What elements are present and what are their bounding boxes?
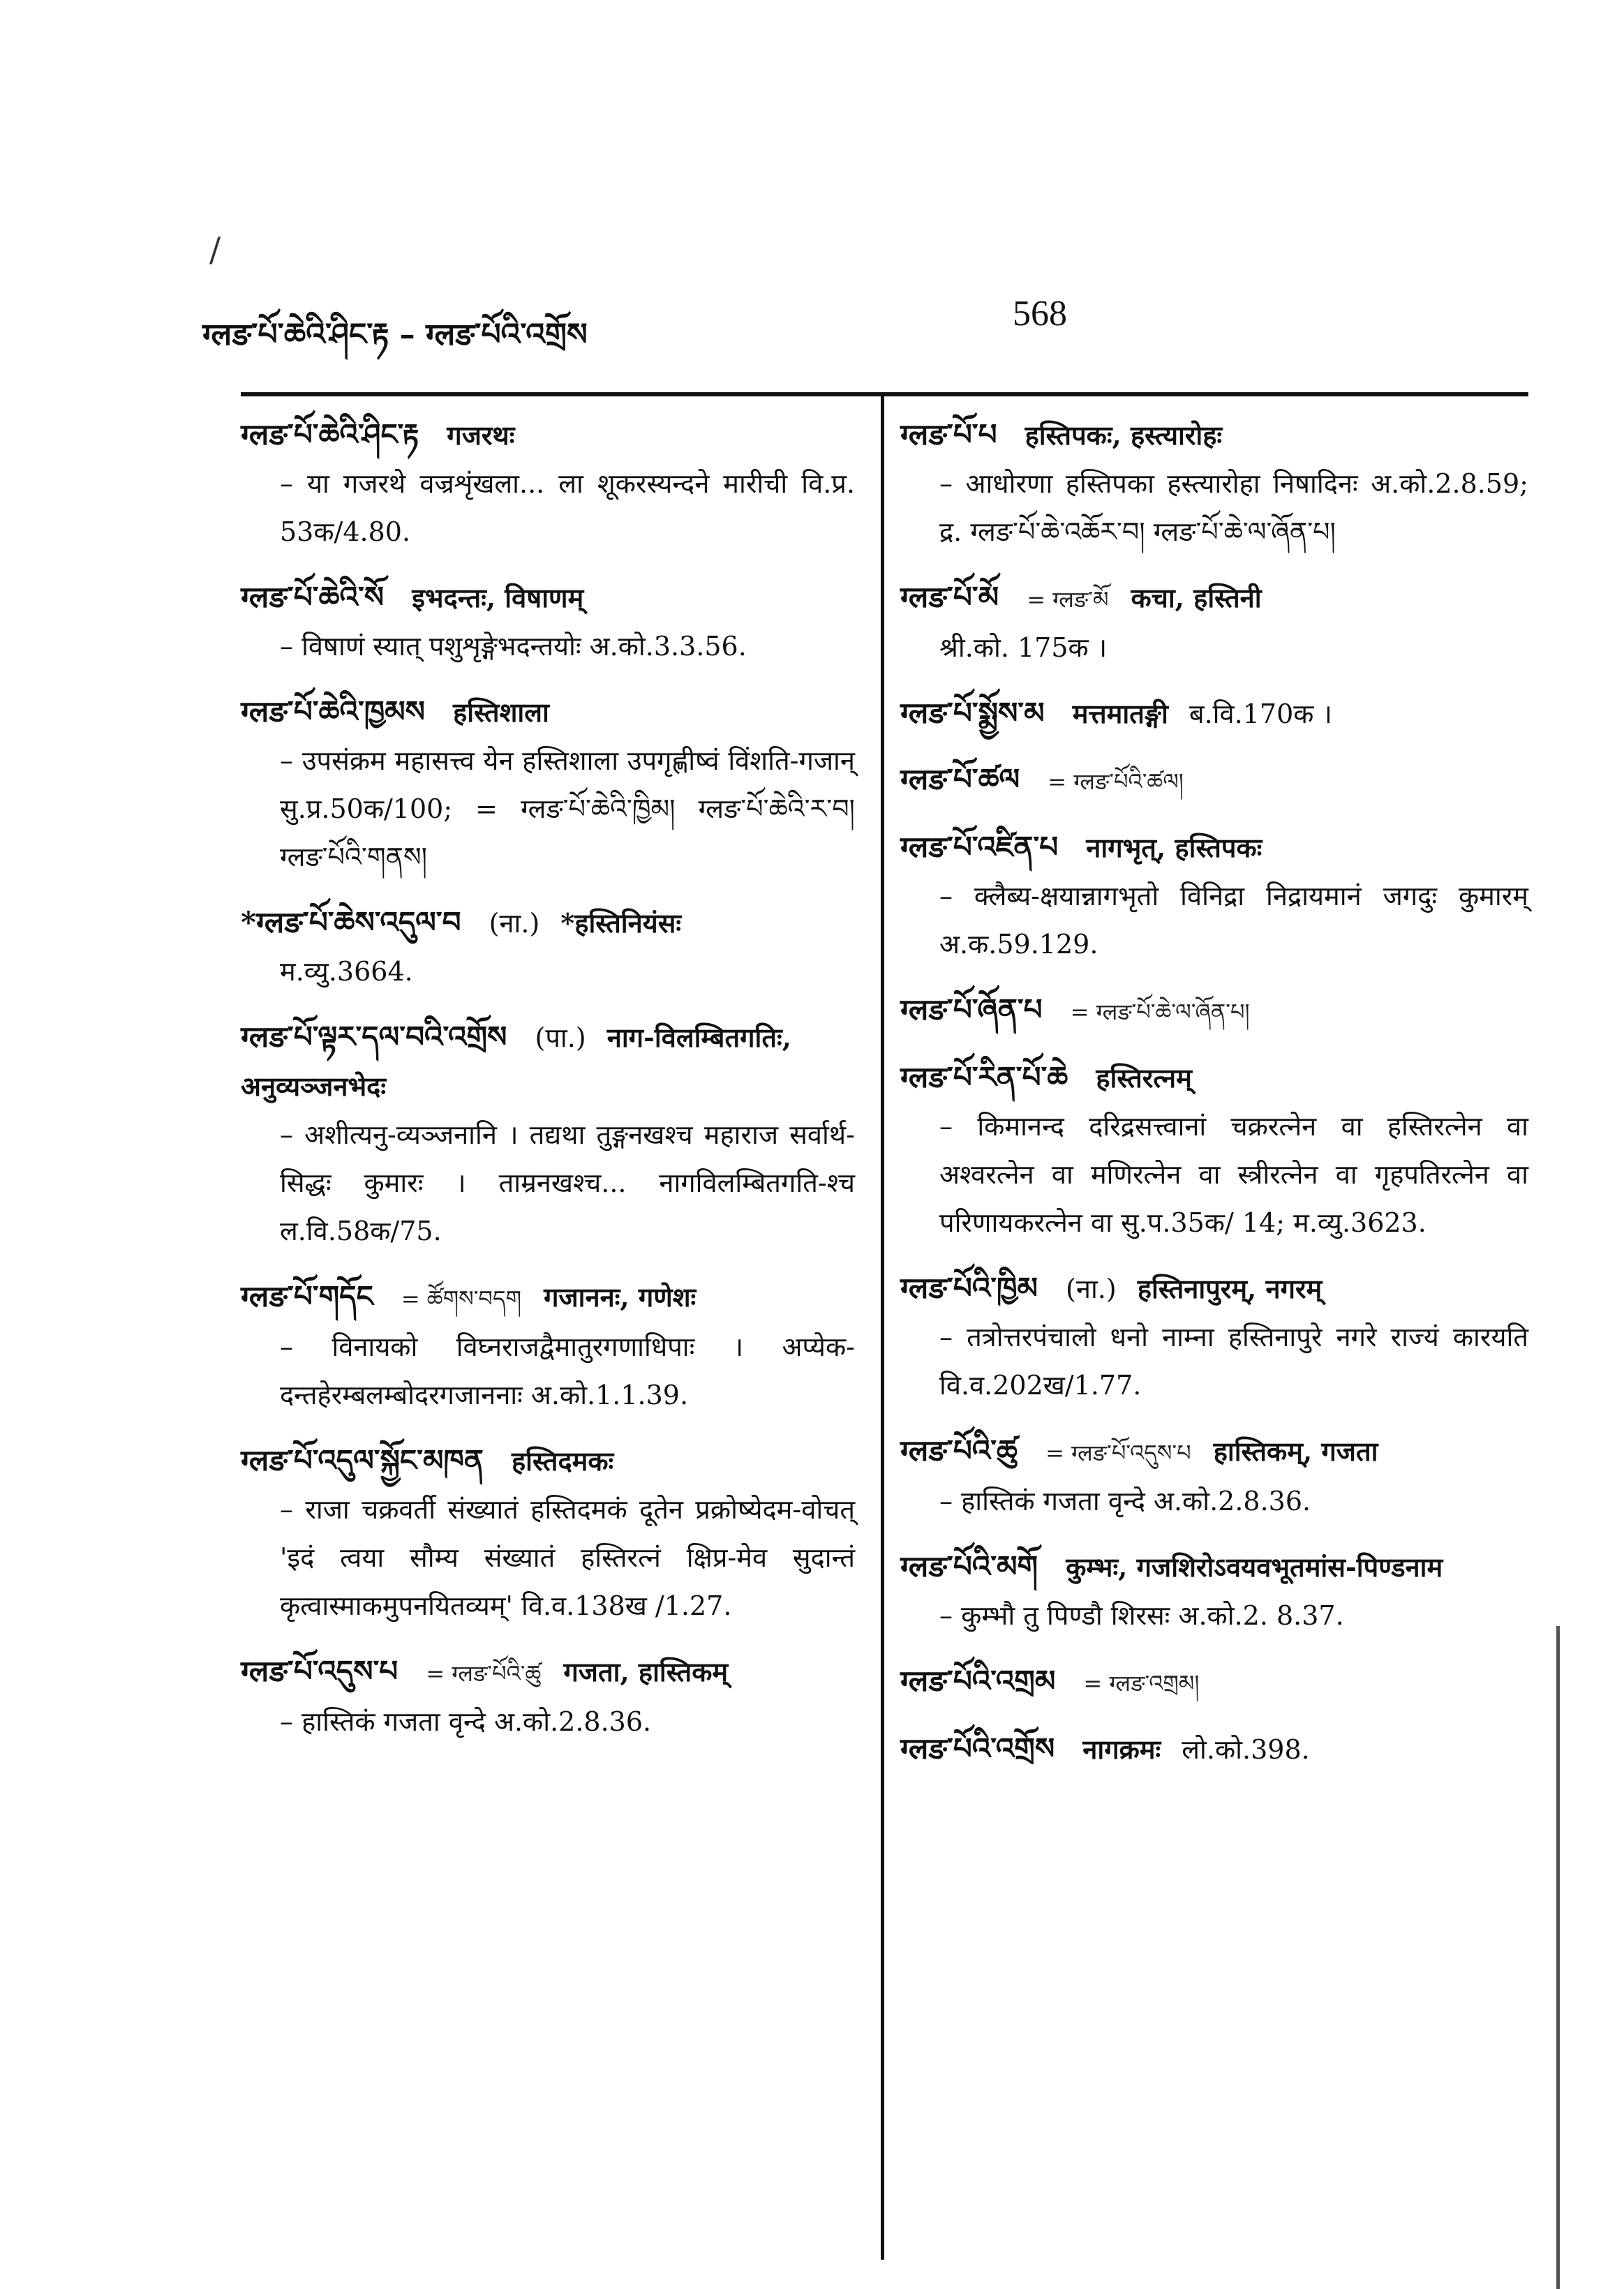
cross-reference: = ཚོགས་བདག [401, 1285, 521, 1312]
sanskrit-equivalent: इभदन्तः, विषाणम् [412, 582, 584, 613]
headword: ग्लङ་པོའི་ཁྱིམ [900, 1271, 1038, 1305]
entry [241, 1272, 855, 1419]
column-divider [881, 396, 884, 2260]
entry [900, 1724, 1528, 1774]
headword: ग्लङ་པོའི་འགྲམ [900, 1664, 1056, 1698]
sanskrit-equivalent: नाग-विलम्बितगतिः, अनुव्यञ्जनभेदः [241, 1022, 791, 1102]
entry [900, 823, 1528, 969]
entry-text: – विषाणं स्यात् पशुशृङ्गेभदन्तयोः अ.को.3.3.56. [280, 631, 747, 662]
headword: ग्लङ་པོ་མོ [900, 580, 999, 614]
headword: ग्लङ་པོའི་མགོ [900, 1549, 1038, 1583]
entry-text: लो.को.398. [1182, 1734, 1310, 1765]
entry-text: – हास्तिकं गजता वृन्दे अ.को.2.8.36. [939, 1486, 1311, 1516]
entry [900, 1426, 1528, 1526]
sanskrit-equivalent: नागभृत्, हस्तिपकः [1086, 832, 1262, 863]
cross-reference: = ग्लङ་པོ་འདུས་པ [1045, 1440, 1191, 1466]
running-head: ग्लङ་པོ་ཆེའི་ཤིང་རྟ – ग्लङ་པོའི་འགྲོས [202, 317, 588, 352]
entry [900, 1053, 1528, 1247]
cross-reference: = ग्लङ་མོ [1027, 586, 1109, 613]
entry-text: ब.वि.170क । [1189, 699, 1332, 729]
entry [241, 410, 855, 556]
header-rule [241, 392, 1528, 396]
sanskrit-equivalent: गजरथः [447, 419, 515, 451]
entry [241, 1647, 855, 1746]
entry-text: – विनायको विघ्नराजद्वैमातुरगणाधिपाः । अप्येक-दन्तहेरम्बलम्बोदरगजाननाः अ.को.1.1.39. [280, 1332, 855, 1410]
headword: ग्लङ་པོའི་འགྲོས [900, 1731, 1055, 1766]
headword: ग्लङ་པོ་འདུས་པ [241, 1654, 398, 1688]
entry-text: – या गजरथे वज्रशृंखला... ला शूकरस्यन्दने मारीची वि.प्र. 53क/4.80. [280, 468, 855, 547]
entry-text: – अशीत्यनु-व्यञ्जनानि । तद्यथा तुङ्गनखश्च महाराज सर्वार्थ-सिद्धः कुमारः । ताम्रनखश्च... नागविलम्बितगति-श्च ल.वि.58क/75. [280, 1119, 855, 1246]
entry-text: – कुम्भौ तु पिण्डौ शिरसः अ.को.2. 8.37. [939, 1600, 1344, 1631]
entry [900, 1657, 1528, 1708]
sanskrit-equivalent: *हस्तिनियंसः [560, 907, 682, 939]
headword: ग्लङ་པོ་སྨྱོས་མ [900, 696, 1045, 730]
sanskrit-equivalent: कचा, हस्तिनी [1131, 582, 1262, 613]
scan-edge [1556, 1626, 1560, 2289]
page-header [202, 293, 1528, 352]
entry-text: श्री.को. 175क । [939, 632, 1108, 663]
page-number: 568 [1013, 294, 1067, 334]
headword: ग्लङ་པོ་འཛིན་པ [900, 830, 1059, 864]
headword: ग्लङ་པོ་རིན་པོ་ཆེ [900, 1060, 1068, 1094]
grammatical-tag: (ना.) [489, 908, 540, 939]
sanskrit-equivalent: हस्तिपकः, हस्त्यारोहः [1025, 419, 1223, 451]
entry [900, 755, 1528, 806]
entry [900, 573, 1528, 672]
headword: ग्लङ་པོ་ཞོན་པ [900, 992, 1043, 1027]
entry [241, 687, 855, 881]
left-column [241, 410, 855, 1763]
entry [241, 898, 855, 996]
headword: ग्लङ་པོའི་ཚུ [900, 1433, 1018, 1468]
sanskrit-equivalent: कुम्भः, गजशिरोऽवयवभूतमांस-पिण्डनाम [1066, 1551, 1443, 1583]
headword: ग्लङ་པོ་གདོང [241, 1279, 373, 1313]
sanskrit-equivalent: हास्तिकम्, गजता [1213, 1436, 1378, 1467]
entry [900, 410, 1528, 556]
cross-reference: = ग्लङ་པོའི་ཚུ [426, 1660, 542, 1687]
entry-text: – राजा चक्रवर्ती संख्यातं हस्तिदमकं दूतेन प्रक्रोष्येदम-वोचत् 'इदं त्वया सौम्य संख्यातं हस्तिरत्नं क्षिप्र-मेव सुदान्तं कृत्वास्माकमुपनयितव्यम्' वि.व.138ख /1.27. [280, 1494, 855, 1621]
sanskrit-equivalent: नागक्रमः [1082, 1733, 1161, 1765]
headword: *ग्लङ་པོ་ཆེས་འདུལ་བ [241, 905, 461, 939]
entry [900, 1264, 1528, 1410]
headword: ग्लङ་པོ་ཆེའི་ཁྱམས [241, 694, 426, 729]
entry-text: म.व्यु.3664. [280, 956, 413, 987]
entry [900, 985, 1528, 1036]
entry [241, 573, 855, 671]
right-column [900, 410, 1528, 1791]
sanskrit-equivalent: हस्तिशाला [453, 696, 549, 728]
entry-text: – आधोरणा हस्तिपका हस्त्यारोहा निषादिनः अ.को.2.8.59; द्र. ग्लङ་པོ་ཆེ་འཆོར་བ། ग्लङ་པོ་ཆེ་ལ་ཞོན་པ། [939, 468, 1528, 547]
grammatical-tag: (पा.) [535, 1022, 586, 1053]
entry [900, 1542, 1528, 1640]
cross-reference: = ग्लङ་པོའི་ཚལ། [1048, 768, 1184, 795]
entry [241, 1013, 855, 1255]
cross-reference: = ग्लङ་པོ་ཆེ་ལ་ཞོན་པ། [1070, 999, 1250, 1025]
entry [241, 1436, 855, 1630]
headword: ग्लङ་པོ་ཆེའི་ཤིང་རྟ [241, 417, 419, 452]
sanskrit-equivalent: मत्तमातङ्गी [1072, 698, 1168, 729]
headword: ग्लङ་པོ་ལྟར་དལ་བའི་འགྲོས [241, 1020, 507, 1054]
entry-text: – क्लैब्य-क्षयान्नागभृतो विनिद्रा निद्रायमानं जगदुः कुमारम् अ.क.59.129. [939, 881, 1528, 960]
entry [900, 689, 1528, 738]
entry-text: – तत्रोत्तरपंचालो धनो नाम्ना हस्तिनापुरे नगरे राज्यं कारयति वि.व.202ख/1.77. [939, 1322, 1528, 1401]
sanskrit-equivalent: हस्तिनापुरम्, नगरम् [1137, 1273, 1323, 1304]
entry-text: – हास्तिकं गजता वृन्दे अ.को.2.8.36. [280, 1706, 652, 1737]
sanskrit-equivalent: गजता, हास्तिकम् [563, 1656, 729, 1687]
sanskrit-equivalent: हस्तिरत्नम् [1096, 1062, 1192, 1094]
entry-text: – उपसंक्रम महासत्त्व येन हस्तिशाला उपगृह्णीष्वं विंशति-गजान् सु.प्र.50क/100; = ग्लङ་པོ་ཆེའི་ཁྱིམ། ग्लङ་པོ་ཆེའི་ར་བ། ग्लङ་པོའི་གནས། [280, 745, 855, 872]
sanskrit-equivalent: गजाननः, गणेशः [544, 1281, 696, 1313]
cross-reference: = ग्लङ་འགྲམ། [1083, 1670, 1200, 1697]
headword: ग्लङ་པོ་ཚལ [900, 762, 1020, 796]
entry-text: – किमानन्द दरिद्रसत्त्वानां चक्ररत्नेन वा हस्तिरत्नेन वा अश्वरत्नेन वा मणिरत्नेन वा स्त्रीरत्नेन वा गृहपतिरत्नेन वा परिणायकरत्नेन वा सु.प.35क/ 14; म.व्यु.3623. [939, 1111, 1528, 1238]
sanskrit-equivalent: हस्तिदमकः [511, 1445, 614, 1477]
headword: ग्लङ་པོ་པ [900, 417, 997, 452]
margin-mark: / [209, 230, 221, 269]
headword: ग्लङ་པོ་འདུལ་སྐྱོང་མཁན [241, 1443, 484, 1477]
headword: ग्लङ་པོ་ཆེའི་སོ [241, 580, 385, 614]
grammatical-tag: (ना.) [1066, 1274, 1117, 1304]
